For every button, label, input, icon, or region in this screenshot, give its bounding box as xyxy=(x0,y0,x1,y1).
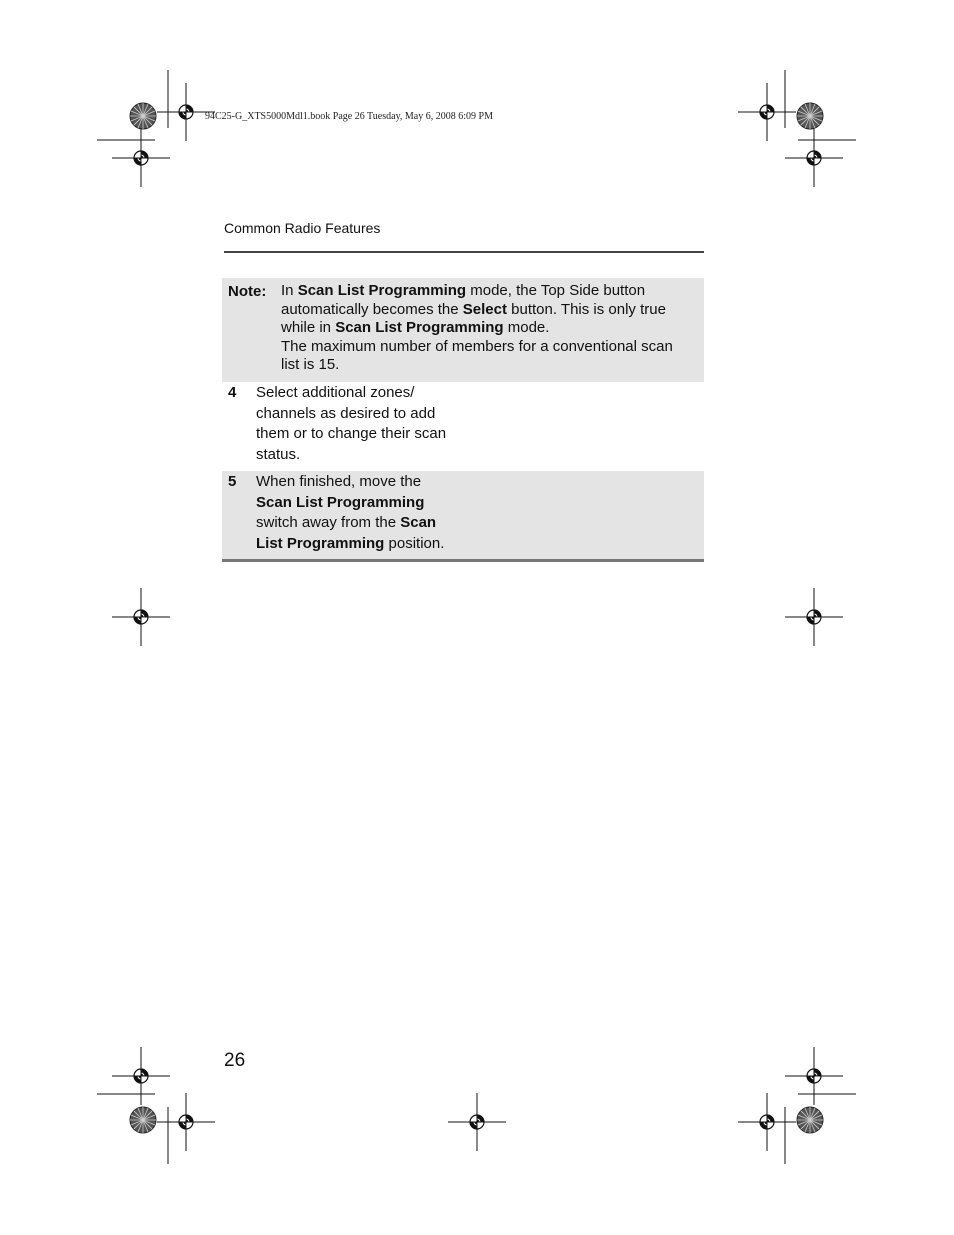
note-line: while in Scan List Programming mode. xyxy=(281,319,550,336)
step-line: List Programming position. xyxy=(256,534,445,552)
registration-mark-icon xyxy=(785,1047,843,1105)
note-box xyxy=(222,278,704,382)
starburst-mark-icon xyxy=(797,1107,823,1133)
step-line: Select additional zones/ xyxy=(256,384,415,401)
registration-mark-icon xyxy=(157,1093,215,1151)
registration-mark-icon xyxy=(785,588,843,646)
step-box xyxy=(222,471,704,559)
step-number: 4 xyxy=(228,384,237,401)
running-head: Common Radio Features xyxy=(224,220,381,236)
crop-info-text: 94C25-G_XTS5000Mdl1.book Page 26 Tuesday, May 6, 2008 6:09 PM xyxy=(205,111,493,122)
step-line: switch away from the Scan xyxy=(256,514,437,531)
step-text xyxy=(256,383,471,465)
starburst-mark-icon xyxy=(130,103,156,129)
header-rule xyxy=(224,251,704,253)
step-line: channels as desired to add xyxy=(256,404,436,422)
page-number: 26 xyxy=(224,1050,246,1071)
registration-mark-icon xyxy=(785,129,843,187)
step-line: When finished, move the xyxy=(256,473,422,490)
note-line: automatically becomes the Select button. This is only true xyxy=(281,300,666,318)
note-body xyxy=(281,282,699,375)
step-number: 5 xyxy=(228,473,237,490)
registration-mark-icon xyxy=(112,129,170,187)
note-line: In Scan List Programming mode, the Top Side button xyxy=(281,282,646,299)
note-label: Note: xyxy=(228,283,267,300)
registration-mark-icon xyxy=(112,588,170,646)
note-line: list is 15. xyxy=(281,356,340,373)
registration-mark-icon xyxy=(448,1093,506,1151)
registration-mark-icon xyxy=(738,1093,796,1151)
step-line: status. xyxy=(256,445,301,463)
starburst-mark-icon xyxy=(797,103,823,129)
step-line: them or to change their scan xyxy=(256,425,447,442)
step-line: Scan List Programming xyxy=(256,493,425,511)
step-text xyxy=(256,472,486,554)
registration-mark-icon xyxy=(738,83,796,141)
note-line: The maximum number of members for a conventional scan xyxy=(281,337,673,355)
starburst-mark-icon xyxy=(130,1107,156,1133)
table-bottom-rule xyxy=(222,559,704,562)
registration-mark-icon xyxy=(112,1047,170,1105)
